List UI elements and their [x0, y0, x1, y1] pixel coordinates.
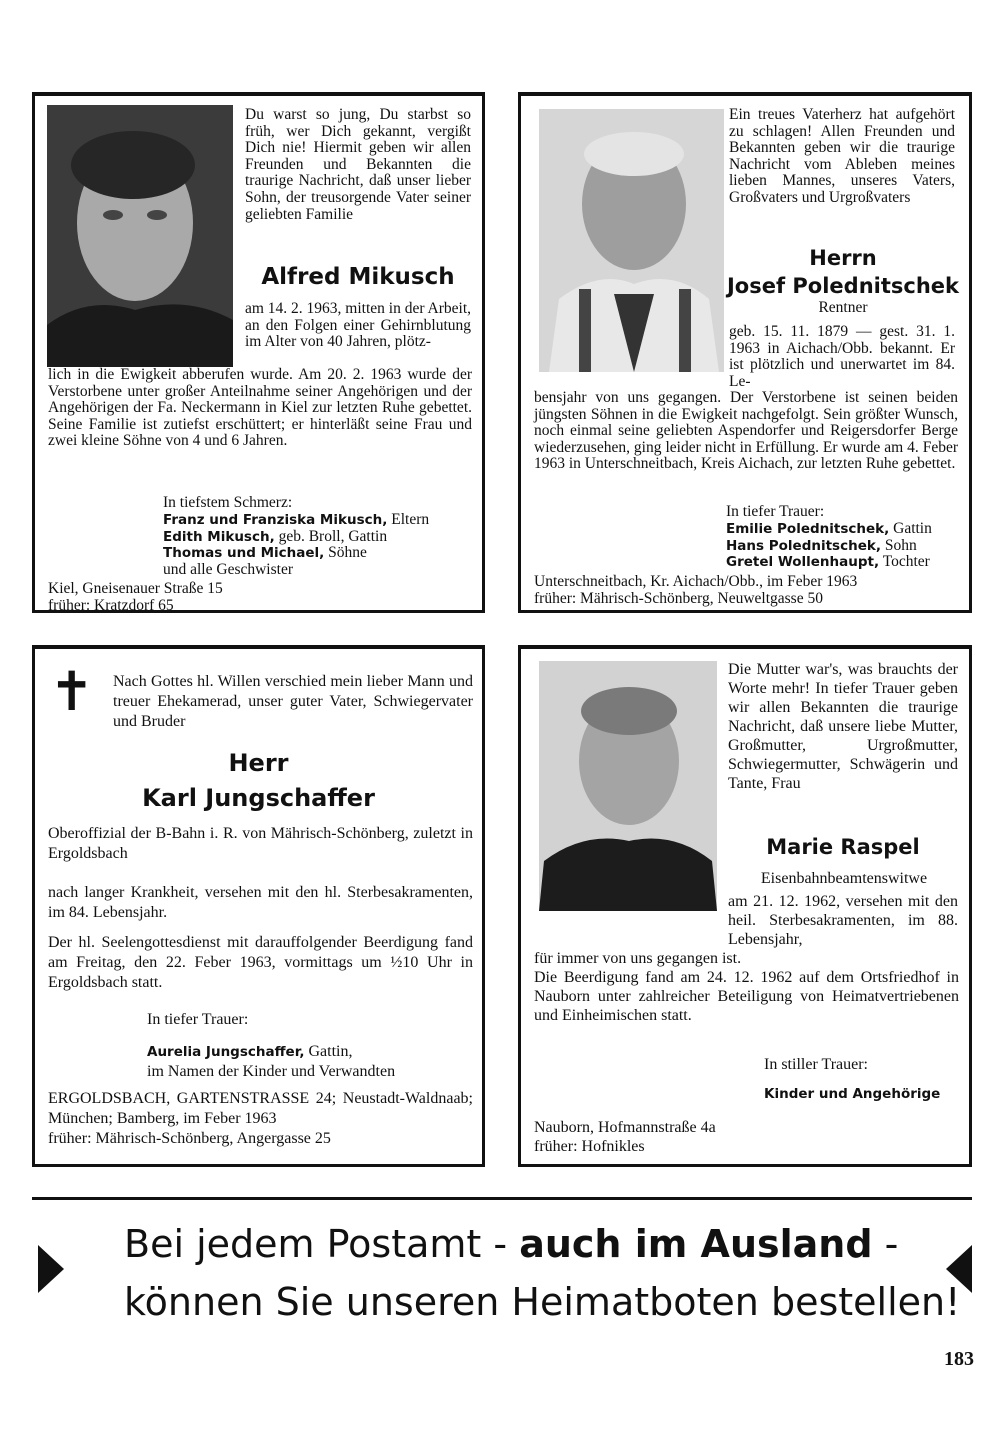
notice4-body2: Die Beerdigung fand am 24. 12. 1962 auf dem Ortsfriedhof in Nauborn unter zahlreicher Beteiligung von Heimatvertriebenen und Einheimischen statt. [534, 969, 959, 1024]
mourner-line [726, 521, 966, 538]
mourner-line [726, 538, 966, 555]
portrait-photo [539, 661, 717, 911]
notice3-mourner-line2: im Namen der Kinder und Verwandten [147, 1063, 396, 1080]
mourner-relation: Söhne [324, 544, 367, 562]
mourner-line [163, 545, 473, 562]
mourner-relation: geb. Broll, Gattin [274, 527, 388, 545]
banner-line1: Bei jedem Postamt - auch im Ausland - [124, 1222, 899, 1266]
notice1-mourning-intro: In tiefstem Schmerz: [163, 494, 293, 511]
notice4-body1: für immer von uns gegangen ist. [534, 950, 742, 967]
notice2-address: Unterschneitbach, Kr. Aichach/Obb., im Feber 1963 [534, 573, 858, 590]
mourner-relation: Gattin [889, 520, 932, 537]
obituary-karl-jungschaffer: ✝ Nach Gottes hl. Willen verschied mein lieber Mann und treuer Ehekamerad, unser guter Vater, Schwiegervater und Bruder Herr Karl Jungschaffer Oberoffizial der B-Bahn i. R. von Mährisch-Schönberg, zuletzt in Ergoldsbach nach langer Krankheit, versehen mit den hl. Sterbesakramenten, im 84. Lebensjahr. Der hl. Seelengottesdienst mit darauffolgender Beerdigung fand am Freitag, den 22. Feber 1963, vormittags um ½10 Uhr in Ergoldsbach statt. In tiefer Trauer: Aurelia Jungschaffer, Gattin, im Namen der Kinder und Verwandten ERGOLDSBACH, GARTENSTRASSE 24; Neustadt-Waldnaab; München; Bamberg, im Feber 1963 früher: Mährisch-Schönberg, Angergasse 25 [32, 645, 485, 1167]
mourner-line [163, 562, 473, 579]
banner-line2: können Sie unseren Heimatboten bestellen! [124, 1280, 961, 1324]
mourner-relation: und alle Geschwister [163, 560, 293, 578]
notice4-date-text: am 21. 12. 1962, versehen mit den heil. Sterbesakramenten, im 88. Lebensjahr, [728, 893, 958, 948]
notice1-mourners [163, 512, 473, 578]
notice3-occupation: Oberoffizial der B-Bahn i. R. von Mährisch-Schönberg, zuletzt in Ergoldsbach [48, 825, 473, 862]
notice3-intro: Nach Gottes hl. Willen verschied mein lieber Mann und treuer Ehekamerad, unser guter Vater, Schwiegervater und Bruder [113, 673, 473, 730]
notice3-address: ERGOLDSBACH, GARTENSTRASSE 24; Neustadt-Waldnaab; München; Bamberg, im Feber 1963 [48, 1090, 473, 1127]
mourner-name: Emilie Polednitschek, [726, 521, 890, 537]
notice1-former: früher: Kratzdorf 65 [48, 596, 174, 614]
notice2-title: Herrn [809, 246, 877, 270]
mourner-relation: Sohn [880, 536, 917, 554]
notice1-date-text: am 14. 2. 1963, mitten in der Arbeit, an den Folgen einer Gehirnblutung im Alter von 40 Jahren, plötz- [245, 300, 472, 351]
mourner-line [726, 554, 966, 571]
notice3-mourner: Aurelia Jungschaffer, [147, 1044, 305, 1060]
page-number: 183 [944, 1348, 974, 1370]
mourner-line [163, 512, 473, 529]
obituary-marie-raspel [518, 645, 972, 1167]
notice2-occupation: Rentner [818, 299, 868, 316]
banner-top-rule [32, 1197, 972, 1200]
mourner-line [163, 529, 473, 546]
obituary-josef-polednitschek [518, 92, 972, 613]
notice2-name: Josef Polednitschek [726, 274, 959, 298]
obituary-alfred-mikusch [32, 92, 485, 613]
notice3-text1: nach langer Krankheit, versehen mit den hl. Sterbesakramenten, im 84. Lebensjahr. [48, 884, 473, 921]
notice3-text2: Der hl. Seelengottesdienst mit darauffolgender Beerdigung fand am Freitag, den 22. Feber 1963, vormittags um ½10 Uhr in Ergoldsbach statt. [48, 934, 473, 991]
mourner-relation: Eltern [387, 511, 430, 528]
notice3-mourning-intro: In tiefer Trauer: [147, 1011, 249, 1028]
notice4-address: Nauborn, Hofmannstraße 4a [534, 1119, 716, 1136]
notice4-name: Marie Raspel [766, 835, 920, 859]
notice2-mourning-intro: In tiefer Trauer: [726, 503, 825, 520]
notice2-intro: Ein treues Vaterherz hat aufgehört zu schlagen! Allen Freunden und Bekannten geben wir die traurige Nachricht vom Ableben meines lieben Mannes, unseres Vaters, Großvaters und Urgroßvaters [729, 106, 955, 206]
portrait-photo [47, 105, 233, 367]
notice1-intro: Du warst so jung, Du starbst so früh, wer Dich gekannt, vergißt Dich nie! Hiermit geben wir allen Freunden und Bekannten die traurige Nachricht, daß unser lieber Sohn, der treusorgende Vater seiner geliebten Familie [245, 106, 471, 223]
mourner-name: Hans Polednitschek, [726, 537, 881, 554]
banner-highlight: auch im Ausland [519, 1222, 873, 1266]
notice4-intro: Die Mutter war's, was brauchts der Worte mehr! In tiefer Trauer geben wir allen Bekannten die traurige Nachricht, daß unsere liebe Mutter, Großmutter, Urgroßmutter, Schwiegermutter, Schwägerin und Tante, Frau [728, 661, 958, 792]
mourner-name: Gretel Wollenhaupt, [726, 554, 880, 571]
notice3-title: Herr [228, 749, 289, 777]
notice3-name: Karl Jungschaffer [142, 784, 375, 812]
mourner-name: Edith Mikusch, [163, 528, 275, 545]
notice2-mourners [726, 521, 966, 571]
notice4-mourning-intro: In stiller Trauer: [764, 1056, 868, 1073]
notice4-occupation: Eisenbahnbeamtenswitwe [760, 870, 928, 887]
cross-icon: ✝ [49, 660, 95, 723]
mourner-name: Thomas und Michael, [163, 545, 325, 562]
notice4-former: früher: Hofnikles [534, 1138, 645, 1155]
mourner-relation: Tochter [879, 553, 930, 571]
notice3-former: früher: Mährisch-Schönberg, Angergasse 25 [48, 1130, 331, 1147]
notice2-former: früher: Mährisch-Schönberg, Neuweltgasse 50 [534, 589, 823, 607]
notice2-body: bensjahr von uns gegangen. Der Verstorbene ist seinen beiden jüngsten Söhnen in die Ewigkeit nachgefolgt. Sein größter Wunsch, noch einmal seine geliebten Aspendorfer und Reigersdorfer Berge wiederzusehen, ging leider nicht in Erfüllung. Er wurde am 4. Feber 1963 in Unterschneitbach, Kreis Aichach, zur letzten Ruhe gebettet. [534, 389, 958, 473]
arrow-right-icon [38, 1245, 64, 1293]
notice1-name: Alfred Mikusch [261, 264, 455, 290]
mourner-name: Franz und Franziska Mikusch, [163, 512, 388, 528]
portrait-photo [539, 109, 724, 372]
notice1-body: lich in die Ewigkeit abberufen wurde. Am 20. 2. 1963 wurde der Verstorbene unter großer Anteilnahme seiner Angehörigen und der Angehörigen der Fa. Neckermann in Kiel zur letzten Ruhe gebettet. Seine Familie ist zutiefst erschüttert; er hinterläßt seine Frau und zwei kleine Söhne von 4 und 6 Jahren. [48, 366, 472, 450]
notice4-mourners: Kinder und Angehörige [764, 1086, 941, 1102]
notice2-dates: geb. 15. 11. 1879 — gest. 31. 1. 1963 in Aichach/Obb. bekannt. Er ist plötzlich und unerwartet im 84. Le- [729, 323, 955, 390]
notice1-address: Kiel, Gneisenauer Straße 15 [48, 580, 223, 597]
